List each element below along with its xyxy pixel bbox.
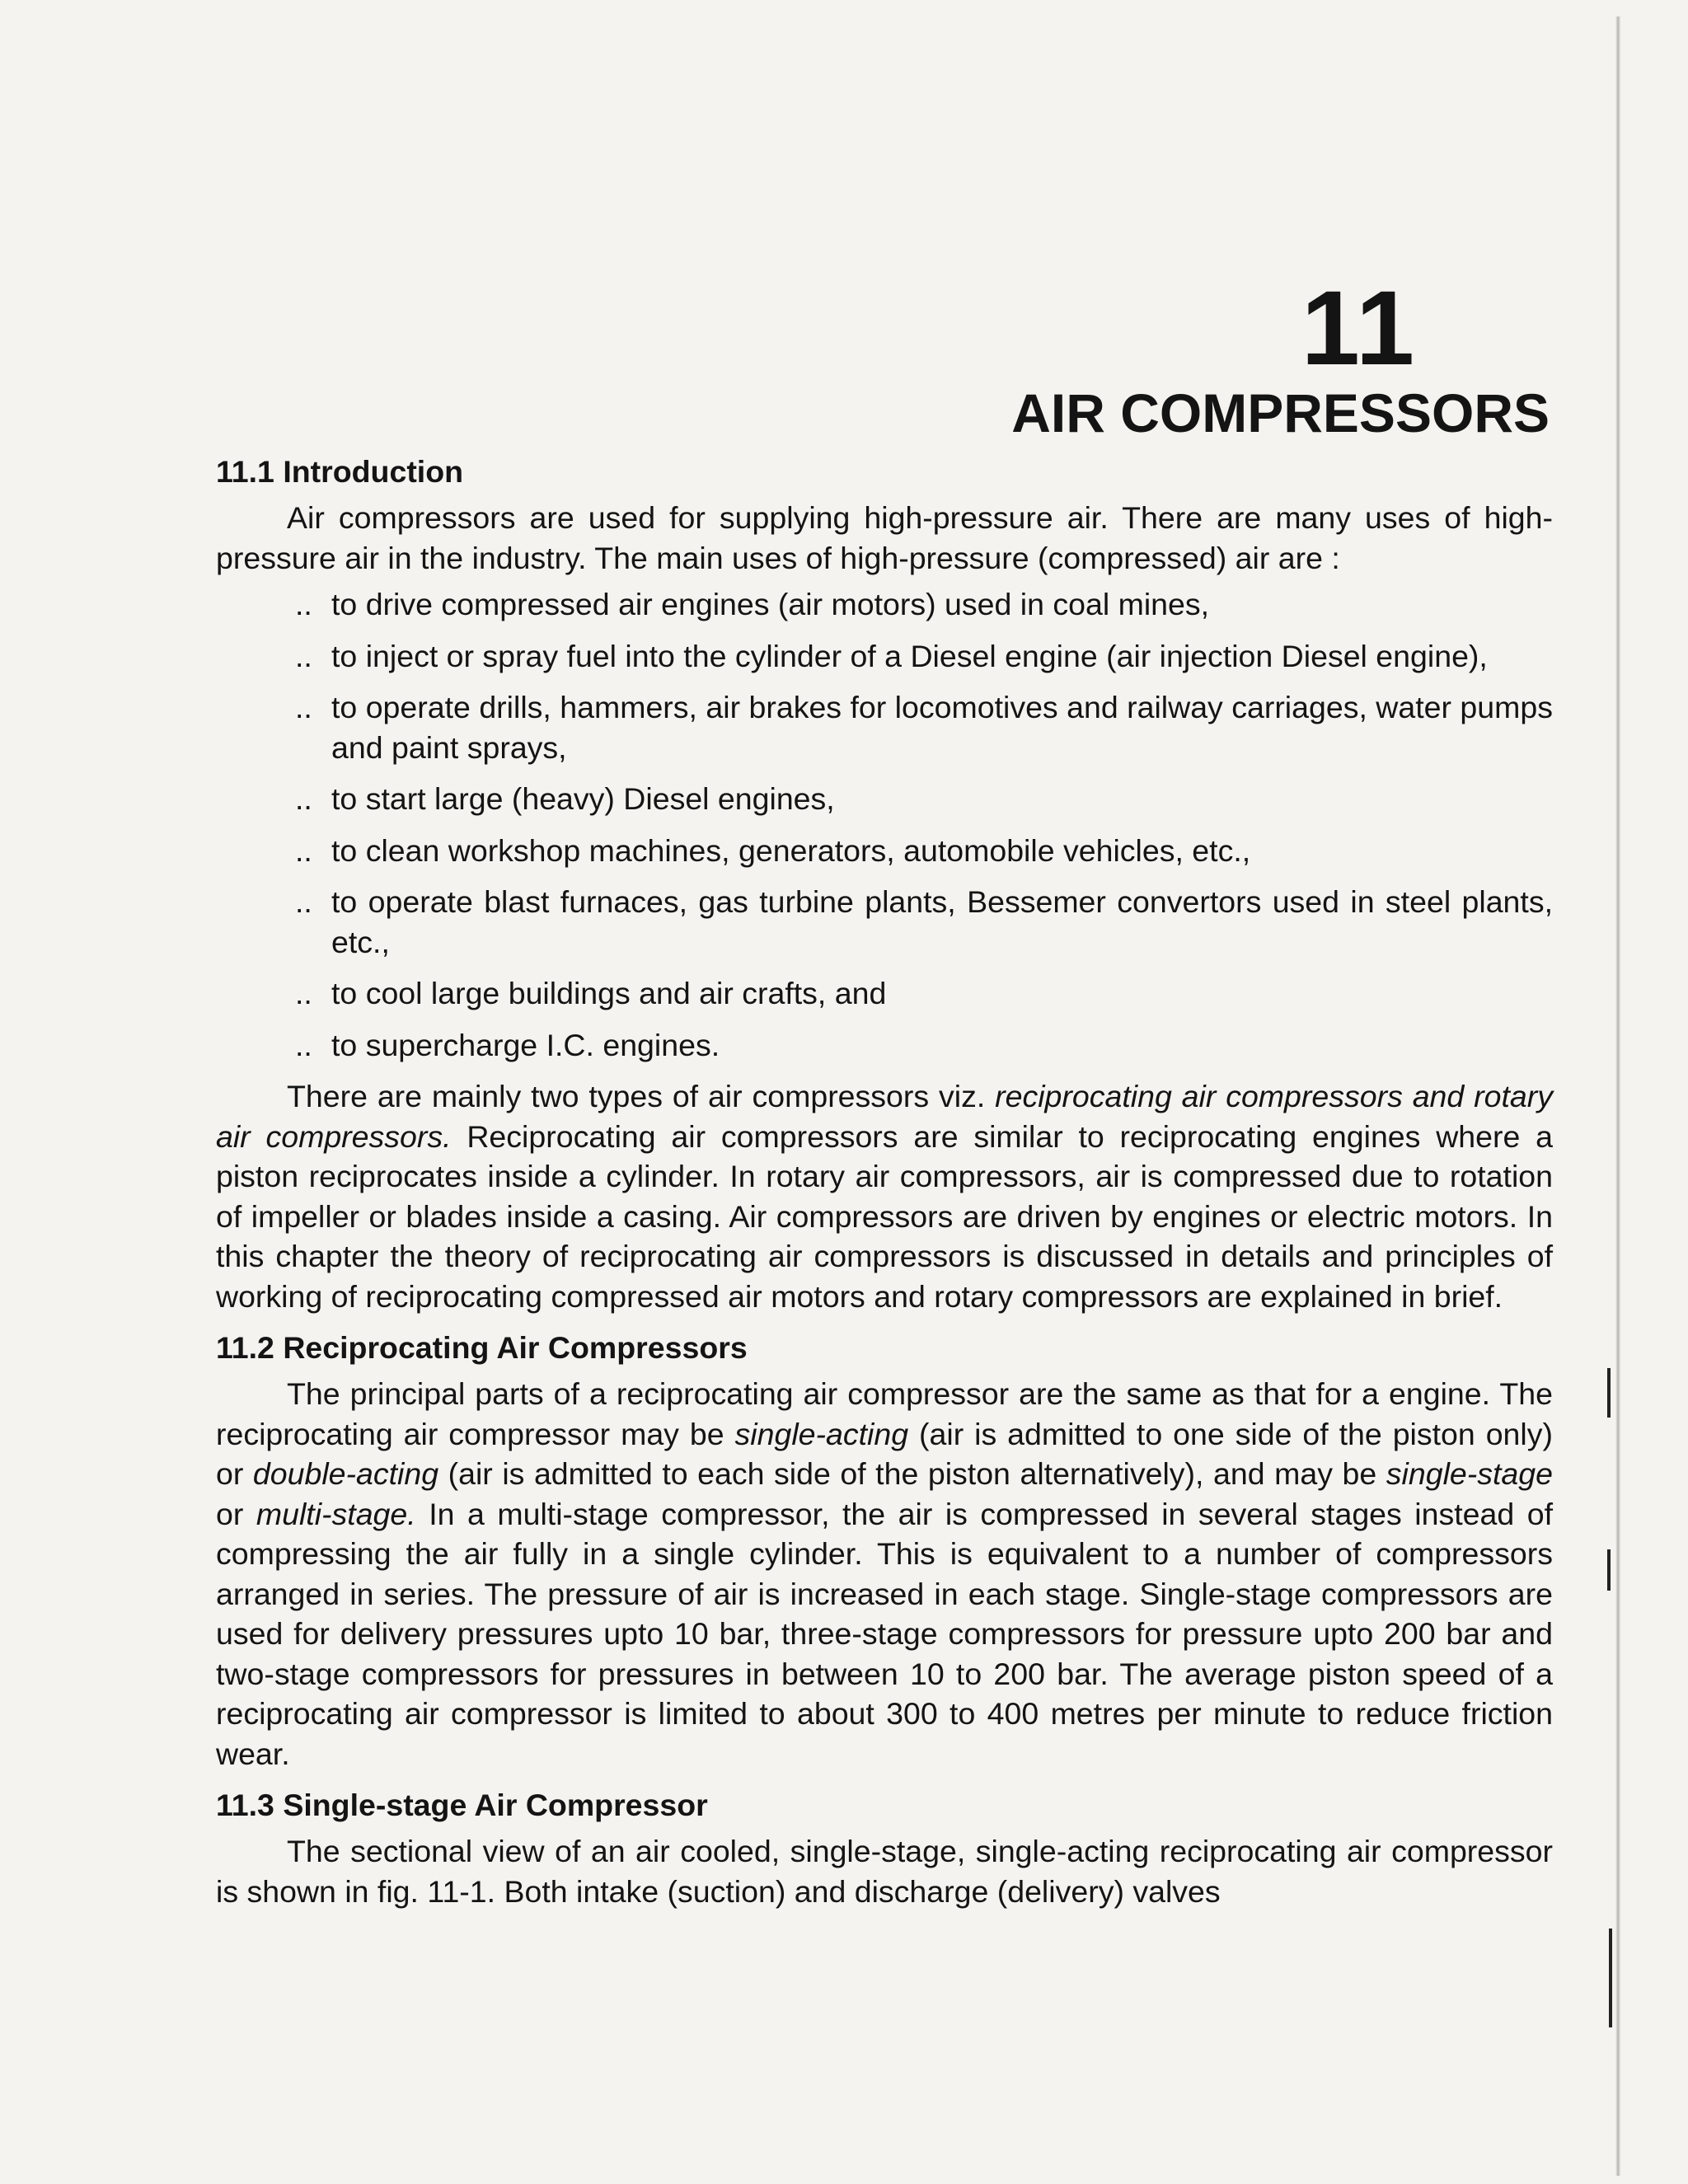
page-binding-edge (1615, 16, 1620, 2176)
list-item-text: to cool large buildings and air crafts, and (331, 976, 887, 1010)
para-text: (air is admitted to each side of the piston alternatively), and may be (438, 1456, 1386, 1491)
list-item-text: to start large (heavy) Diesel engines, (331, 781, 835, 816)
bullet-marker: .. (295, 976, 312, 1010)
list-item-text: to operate blast furnaces, gas turbine plants, Bessemer convertors used in steel plants, etc., (331, 884, 1553, 959)
binding-mark (1607, 1368, 1611, 1418)
section-heading-reciprocating: 11.2 Reciprocating Air Compressors (216, 1330, 748, 1365)
list-item-text: to supercharge I.C. engines. (331, 1027, 720, 1062)
list-item (295, 973, 1553, 1014)
bullet-marker: .. (295, 832, 312, 868)
reciprocating-paragraph (216, 1374, 1553, 1774)
list-item (295, 1025, 1553, 1066)
list-item (295, 831, 1553, 871)
types-text: Reciprocating air compressors are similar to reciprocating engines where a piston reciprocates inside a cylinder. In rotary air compressors, air is compressed due to rotation of impeller or blades inside a casing. Air compressors are driven by engines or electric motors. In this chapter the theory of reciprocating air compressors is discussed in details and principles of working of reciprocating compressed air motors and rotary compressors are explained in brief. (216, 1118, 1554, 1314)
list-item (295, 687, 1553, 767)
binding-mark (1609, 1929, 1612, 2027)
binding-mark (1607, 1549, 1611, 1591)
list-item (295, 779, 1553, 819)
list-item-text: to inject or spray fuel into the cylinder of a Diesel engine (air injection Diesel engine), (331, 638, 1488, 673)
para-text: or (216, 1496, 256, 1531)
chapter-body (216, 452, 1553, 1911)
para-text: (air is admitted to one side of the piston only) or (216, 1416, 1553, 1491)
intro-paragraph: Air compressors are used for supplying high-pressure air. There are many uses of high-pressure air in the industry. The main uses of high-pressure (compressed) air are : (216, 500, 1553, 575)
types-text: There are mainly two types of air compressors viz. (287, 1079, 996, 1113)
uses-list (216, 584, 1553, 1065)
types-paragraph (216, 1076, 1553, 1316)
list-item-text: to drive compressed air engines (air motors) used in coal mines, (331, 587, 1210, 621)
term-double-acting: double-acting (252, 1456, 439, 1491)
section-heading-introduction: 11.1 Introduction (216, 454, 464, 489)
bullet-marker: .. (295, 884, 312, 919)
chapter-title: AIR COMPRESSORS (1011, 382, 1550, 443)
bullet-marker: .. (295, 690, 312, 724)
bullet-marker: .. (295, 638, 312, 673)
list-item (295, 636, 1553, 677)
types-emphasis: reciprocating air compressors and rotary air compressors. (216, 1079, 1553, 1154)
section-heading-single-stage: 11.3 Single-stage Air Compressor (216, 1788, 708, 1822)
list-item (295, 882, 1553, 962)
bullet-marker: .. (295, 781, 312, 816)
term-single-stage: single-stage (1386, 1456, 1553, 1491)
list-item (295, 584, 1553, 625)
term-multi-stage: multi-stage. (256, 1496, 416, 1531)
bullet-marker: .. (295, 1027, 312, 1062)
chapter-number: 11 (1301, 269, 1416, 387)
single-stage-paragraph: The sectional view of an air cooled, single-stage, single-acting reciprocating air compressor is shown in fig. 11-1. Both intake (suction) and discharge (delivery) valves (216, 1834, 1553, 1909)
list-item-text: to operate drills, hammers, air brakes for locomotives and railway carriages, water pumps and paint sprays, (331, 690, 1553, 765)
para-text: In a multi-stage compressor, the air is compressed in several stages instead of compressing the air fully in a single cylinder. This is equivalent to a number of compressors arranged in series. The pressure of air is increased in each stage. Single-stage compressors are used for delivery pressures upto 10 bar, three-stage compressors for pressure upto 200 bar and two-stage compressors for pressures in between 10 to 200 bar. The average piston speed of a reciprocating air compressor is limited to about 300 to 400 metres per minute to reduce friction wear. (216, 1496, 1553, 1771)
list-item-text: to clean workshop machines, generators, automobile vehicles, etc., (331, 832, 1251, 868)
para-text: The principal parts of a reciprocating air compressor are the same as that for a engine. The reciprocating air compressor may be (216, 1376, 1553, 1451)
bullet-marker: .. (295, 587, 312, 621)
term-single-acting: single-acting (734, 1416, 909, 1451)
